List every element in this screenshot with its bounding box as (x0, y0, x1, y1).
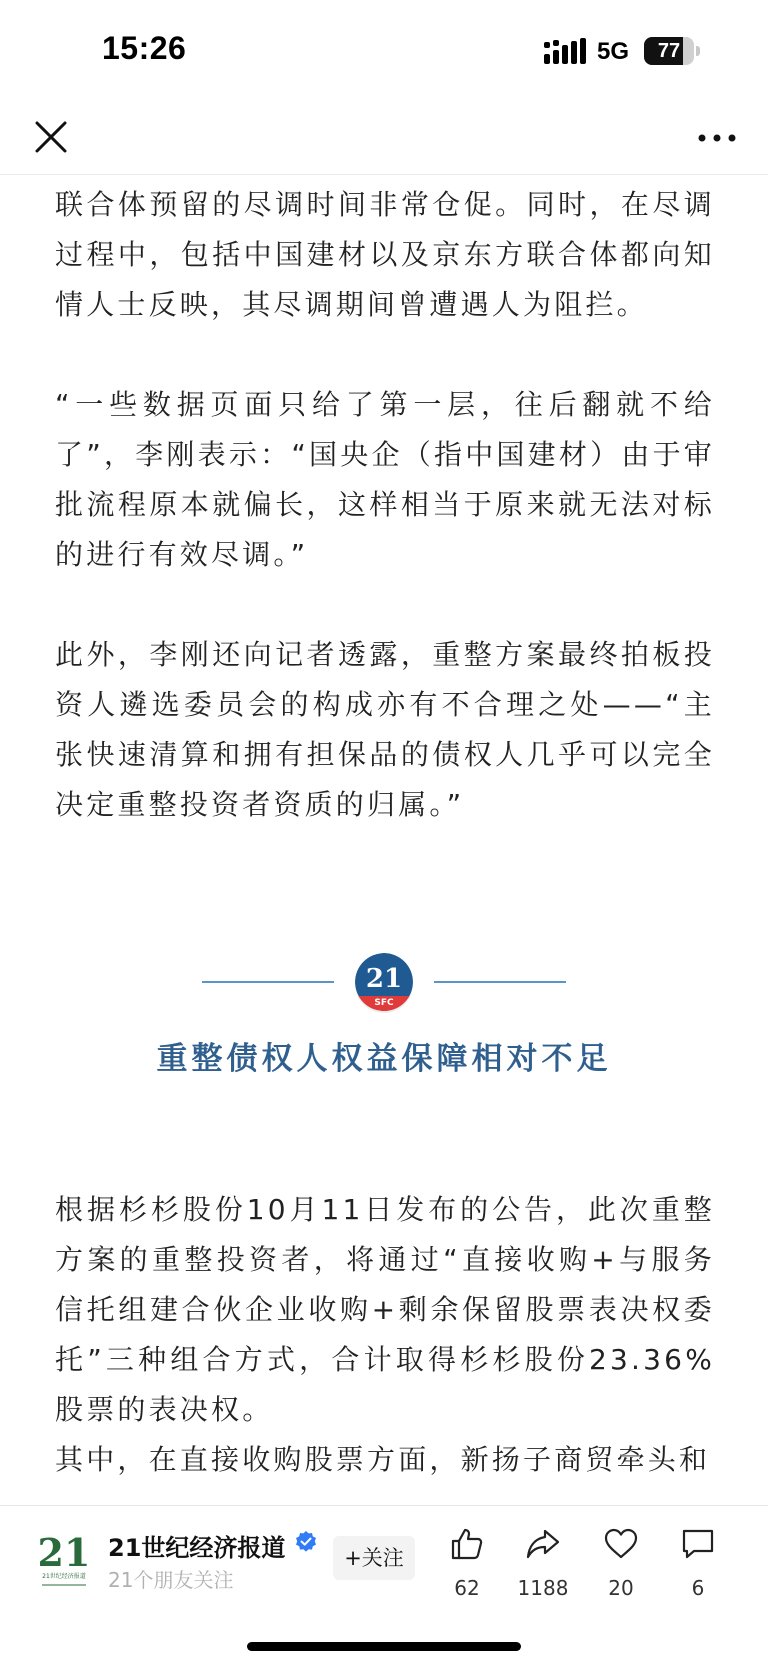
account-name[interactable]: 21世纪经济报道 (108, 1534, 286, 1562)
status-time: 15:26 (102, 30, 187, 66)
follow-button[interactable]: +关注 (333, 1536, 415, 1580)
battery-level: 77 (657, 40, 681, 62)
section-title: 重整债权人权益保障相对不足 (156, 1041, 612, 1077)
friends-following-text: 21个朋友关注 (108, 1568, 234, 1592)
comment-button[interactable] (658, 1526, 738, 1606)
section-header (0, 945, 768, 1105)
like-button[interactable] (427, 1526, 507, 1606)
share-count: 1188 (517, 1576, 569, 1600)
article-paragraph: 此外，李刚还向记者透露，重整方案最终拍板投资人遴选委员会的构成亦有不合理之处——“主张快速清算和拥有担保品的债权人几乎可以完全决定重整投资者资质的归属。” (55, 638, 715, 821)
battery-body (644, 37, 694, 65)
signal-bars-icon (544, 38, 586, 64)
favorite-button[interactable] (581, 1526, 661, 1606)
logo-number: 21 (365, 964, 403, 994)
share-arrow-icon (525, 1526, 561, 1562)
avatar-text: 21 (37, 1530, 91, 1575)
top-nav-bar (0, 100, 768, 175)
article-paragraph: 联合体预留的尽调时间非常仓促。同时，在尽调过程中，包括中国建材以及京东方联合体都向知情人士反映，其尽调期间曾遭遇人为阻拦。 (55, 188, 715, 321)
article-paragraph-partial: 其中，在直接收购股票方面，新扬子商贸牵头和 (55, 1443, 711, 1476)
account-avatar[interactable] (36, 1528, 92, 1588)
share-button[interactable] (503, 1526, 583, 1606)
network-type: 5G (597, 38, 630, 65)
battery-indicator (644, 37, 700, 65)
verified-badge-icon (294, 1530, 318, 1554)
section-divider-right (434, 981, 566, 983)
battery-cap (696, 46, 700, 56)
like-count: 62 (454, 1576, 480, 1600)
logo-sub: SFC (374, 998, 394, 1008)
section-divider-left (202, 981, 334, 983)
heart-icon (603, 1526, 639, 1562)
close-icon[interactable] (30, 116, 72, 158)
article-paragraph: 根据杉杉股份10月11日发布的公告，此次重整方案的重整投资者，将通过“直接收购+与服务信托组建合伙企业收购+剩余保留股票表决权委托”三种组合方式，合计取得杉杉股份23.36%股票的表决权。 (55, 1193, 715, 1426)
comment-count: 6 (691, 1576, 705, 1600)
favorite-count: 20 (608, 1576, 634, 1600)
comment-bubble-icon (680, 1526, 716, 1562)
thumbs-up-icon (449, 1526, 485, 1562)
article-paragraph: “一些数据页面只给了第一层，往后翻就不给了”，李刚表示：“国央企（指中国建材）由于审批流程原本就偏长，这样相当于原来就无法对标的进行有效尽调。” (55, 388, 715, 571)
status-bar (0, 0, 768, 100)
avatar-caption: 21世纪经济报道 (42, 1573, 86, 1580)
sfc-21-logo-icon (354, 952, 414, 1014)
home-indicator[interactable] (247, 1642, 521, 1651)
more-dots-icon[interactable] (692, 116, 742, 158)
